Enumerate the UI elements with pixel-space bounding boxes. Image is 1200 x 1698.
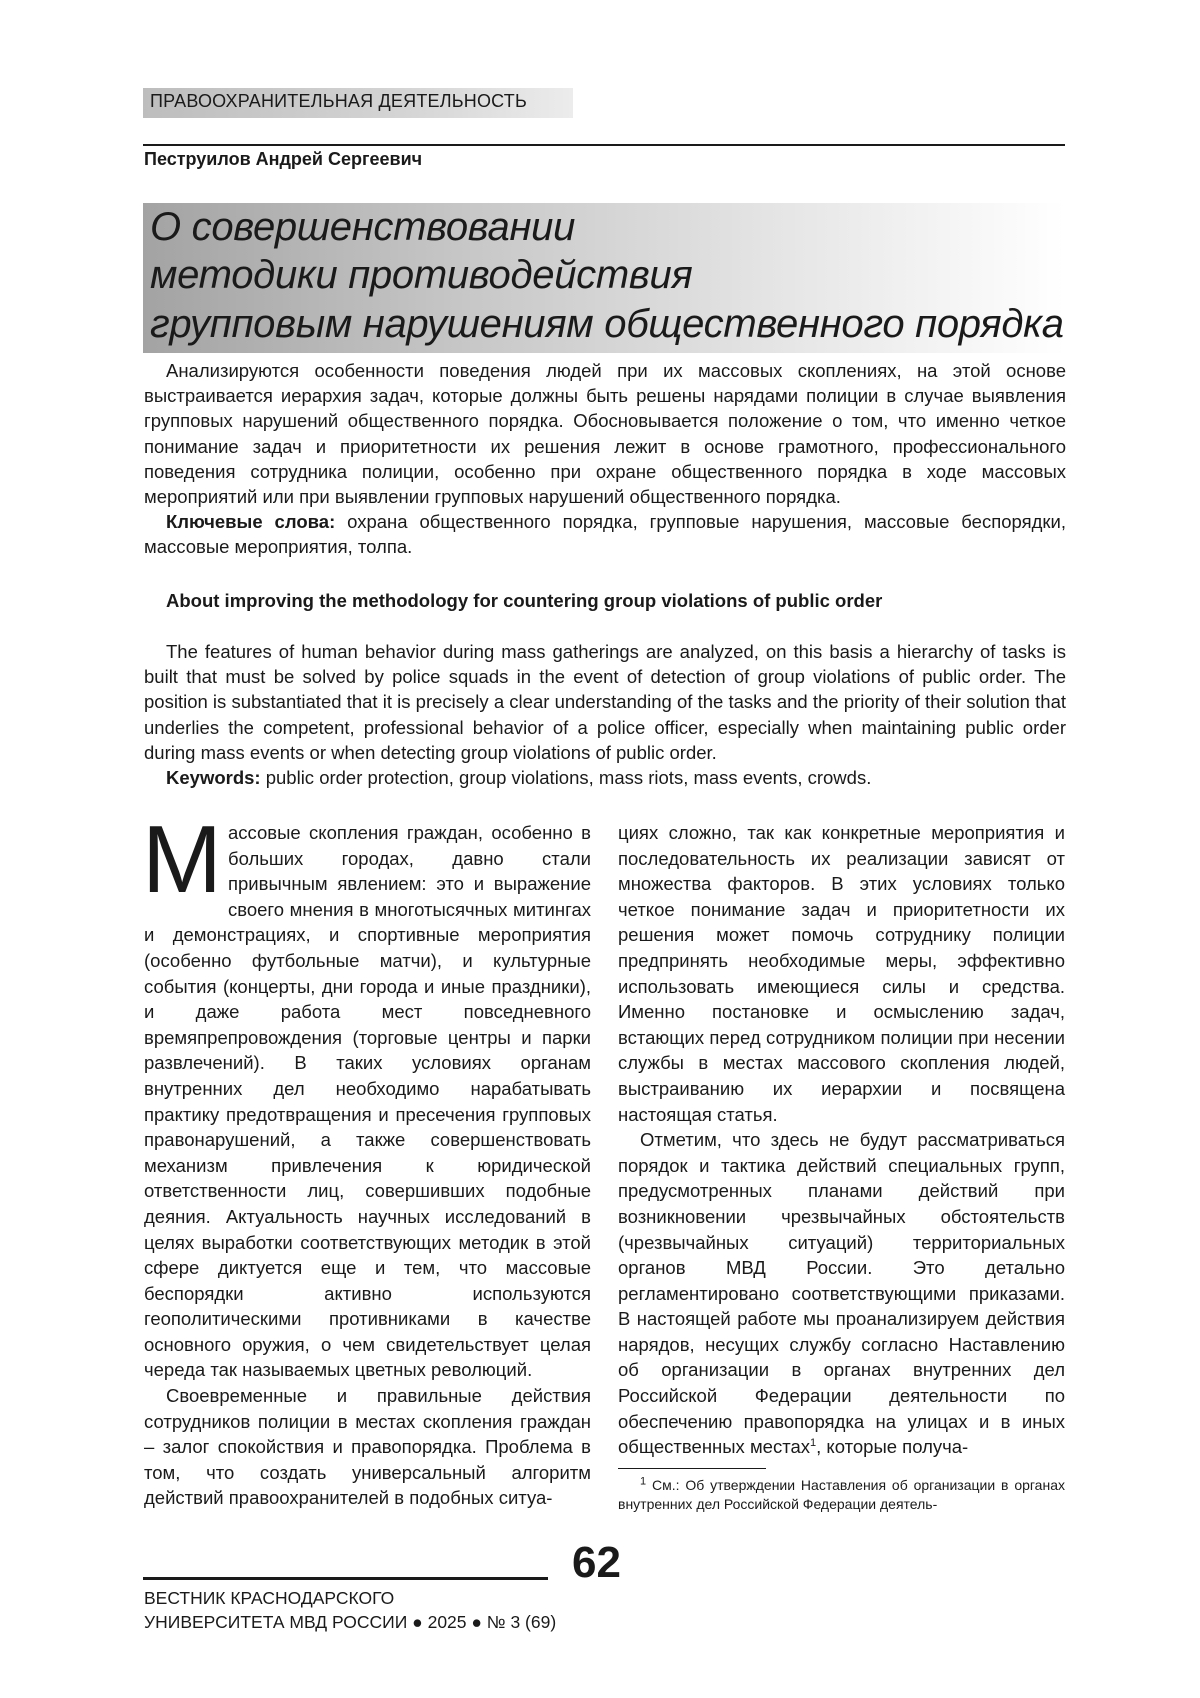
abstract-ru [144, 358, 1066, 560]
journal-name-line-1: ВЕСТНИК КРАСНОДАРСКОГО [144, 1588, 395, 1608]
keywords-en-label: Keywords: [166, 767, 261, 789]
keywords-en-text: public order protection, group violations, mass riots, mass events, crowds. [260, 767, 872, 789]
abstract-ru-text: Анализируются особенности поведения людей при их массовых скоплениях, на этой основе выстраивается иерархия задач, которые должны быть решены нарядами полиции в случае выявления групповых нарушений общественного порядка. Обосновывается положение о том, что именно четкое понимание задач и приоритетности их решения лежит в основе грамотного, профессионального поведения сотрудника полиции, особенно при охране общественного порядка в ходе массовых мероприятий или при выявлении групповых нарушений общественного порядка. [144, 360, 1066, 508]
body-column-right [618, 820, 1065, 1460]
section-label: ПРАВООХРАНИТЕЛЬНАЯ ДЕЯТЕЛЬНОСТЬ [150, 91, 527, 111]
body-paragraph [142, 806, 591, 1383]
body-text: Отметим, что здесь не будут рассматриваться порядок и тактика действий специальных групп, предусмотренных планами действий при возникновении чрезвычайных обстоятельств (чрезвычайных ситуаций) территориальных органов МВД России. Это детально регламентировано соответствующими приказами. В настоящей работе мы проанализируем действия нарядов, несущих службу согласно Наставлению об организации в органах внутренних дел Российской Федерации деятельности по обеспечению правопорядка на улицах и в иных общественных местах [618, 1129, 1065, 1458]
title-line-2: методики противодействия [150, 253, 693, 297]
footnote-rule [618, 1468, 766, 1469]
body-text: , которые получа- [816, 1436, 969, 1458]
body-text: ассовые скопления граждан, особенно в больших городах, давно стали привычным явлением: это и выражение своего мнения в многотысячных митингах и демонстрациях, и спортивные мероприятия (особенно футбольные матчи), и культурные события (концерты, дни города и иные праздники), и даже работа мест повседневного времяпрепровождения (торговые центры и парки развлечений). В таких условиях органам внутренних дел необходимо нарабатывать практику предотвращения и пресечения групповых правонарушений, а также совершенствовать механизм привлечения к юридической ответственности лиц, совершивших подобные деяния. Актуальность научных исследований в целях выработки соответствующих методик в этой сфере диктуется еще и тем, что массовые беспорядки активно используются геополитическими противниками в качестве основного оружия, о чем свидетельствует целая череда так называемых цветных революций. [144, 822, 591, 1381]
drop-cap: М [142, 806, 222, 913]
footnote [618, 1476, 1065, 1514]
keywords-ru-label: Ключевые слова: [166, 511, 336, 533]
keywords-ru-text: охрана общественного порядка, групповые нарушения, массовые беспорядки, массовые мероприятия, толпа. [144, 511, 1066, 558]
journal-name [144, 1586, 556, 1634]
page-number: 62 [572, 1538, 621, 1587]
header-rule [143, 144, 1065, 146]
footer-rule [143, 1577, 548, 1580]
footnote-reference[interactable]: 1 [810, 1437, 817, 1450]
body-paragraph: Своевременные и правильные действия сотрудников полиции в местах скопления граждан – залог спокойствия и правопорядка. Проблема в том, что создать универсальный алгоритм действий правоохранителей в подобных ситуа- [144, 1385, 591, 1509]
title-line-1: О совершенствовании [150, 205, 576, 249]
keywords-ru [144, 509, 1066, 559]
body-paragraph [618, 1127, 1065, 1460]
abstract-en-text: The features of human behavior during mass gatherings are analyzed, on this basis a hierarchy of tasks is built that must be solved by police squads in the event of detection of group violations of public order. The position is substantiated that it is precisely a clear understanding of the tasks and the priority of their solution that underlies the competent, professional behavior of a police officer, especially when maintaining public order during mass events or when detecting group violations of public order. [144, 641, 1066, 763]
footnote-text: См.: Об утверждении Наставления об организации в органах внутренних дел Российской Федерации деятель- [618, 1477, 1065, 1512]
author-name: Пеструилов Андрей Сергеевич [144, 149, 423, 169]
title-line-3: групповым нарушениям общественного порядка [150, 302, 1064, 346]
abstract-en [144, 639, 1066, 790]
body-column-left [142, 806, 591, 1511]
body-paragraph: циях сложно, так как конкретные мероприятия и последовательность их реализации зависят от множества факторов. В этих условиях только четкое понимание задач и приоритетности их решения может помочь сотруднику полиции предпринять необходимые меры, эффективно использовать имеющиеся силы и средства. Именно постановке и осмыслению задач, встающих перед сотрудником полиции при несении службы в местах массового скопления людей, выстраиванию их иерархии и посвящена настоящая статья. [618, 822, 1065, 1125]
keywords-en [144, 765, 1066, 790]
journal-name-line-2: УНИВЕРСИТЕТА МВД РОССИИ ● 2025 ● № 3 (69) [144, 1612, 557, 1632]
footnote-mark: 1 [640, 1475, 647, 1488]
english-title: About improving the methodology for countering group violations of public order [166, 590, 883, 611]
